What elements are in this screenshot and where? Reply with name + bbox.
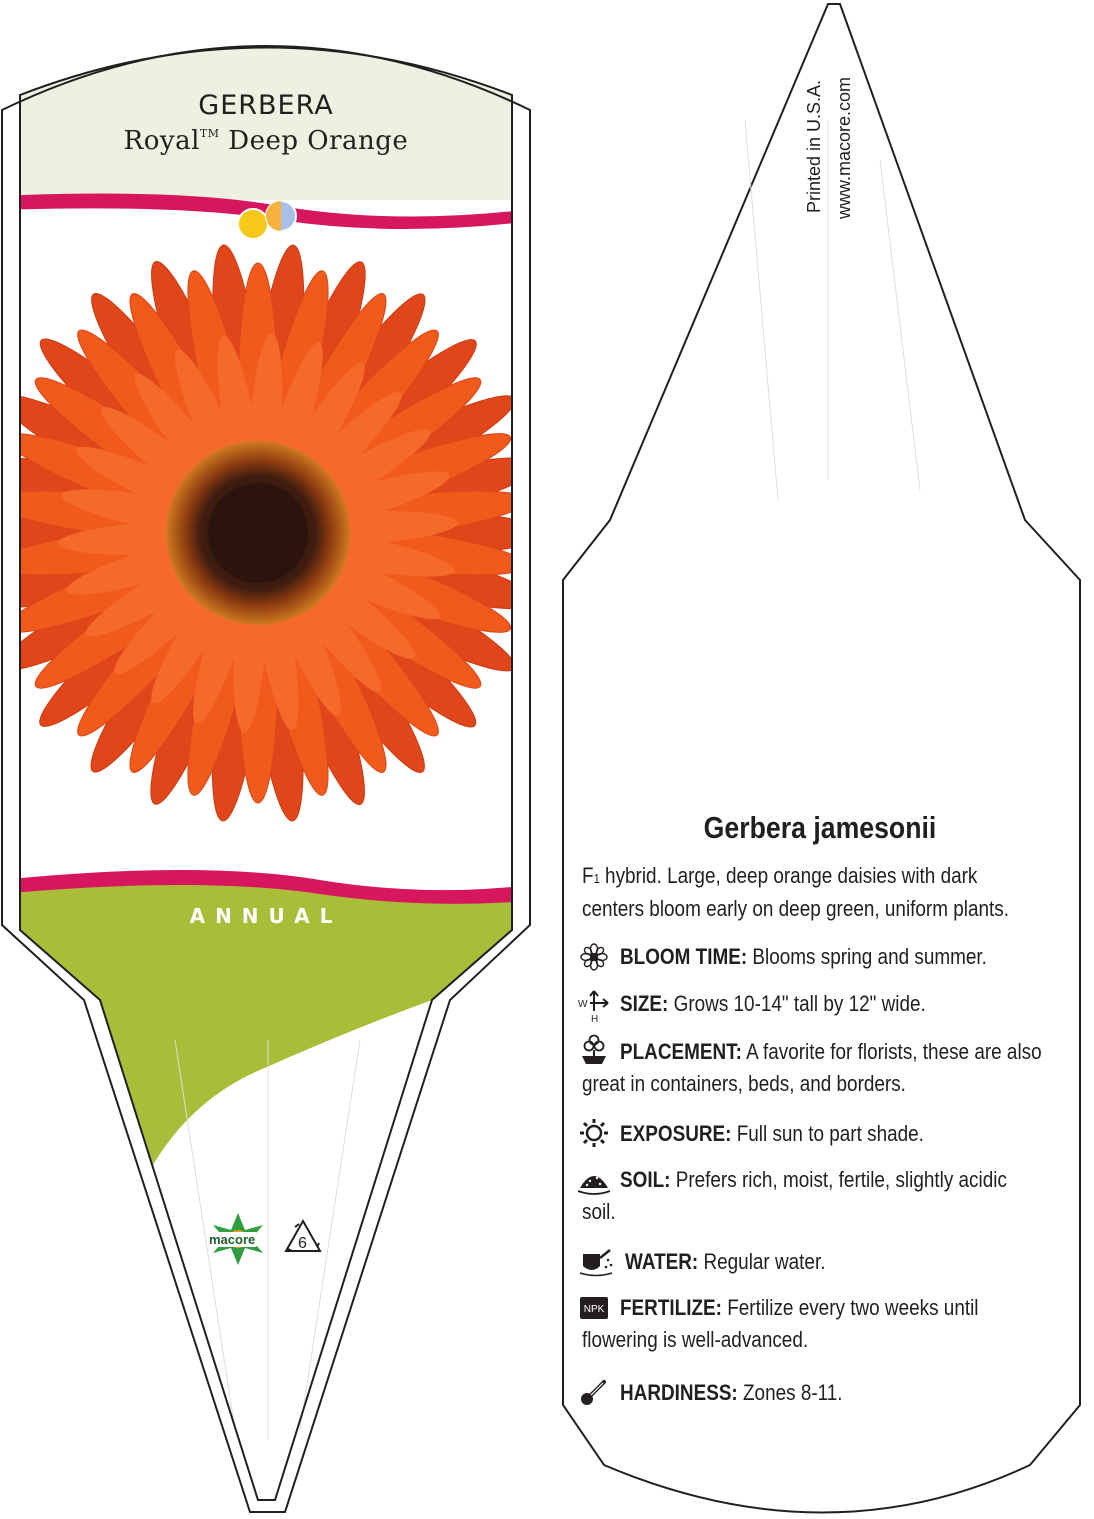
- care-label: HARDINESS:: [620, 1380, 738, 1405]
- care-value: Zones 8-11.: [737, 1380, 843, 1405]
- flower-disc: [208, 483, 308, 583]
- care-value: Regular water.: [698, 1249, 826, 1274]
- website-text: www.macore.com: [834, 76, 854, 219]
- care-item-soil-cont: soil.: [582, 1199, 616, 1224]
- care-item-fertilize: [620, 1292, 979, 1323]
- care-item-water: [625, 1246, 825, 1277]
- species-name: Gerbera jamesonii: [703, 810, 937, 845]
- gerbera-flower-photo: [0, 242, 548, 823]
- soil-icon: [578, 1176, 610, 1194]
- care-label: FERTILIZE:: [620, 1295, 722, 1320]
- care-value: Fertilize every two weeks until: [721, 1295, 979, 1320]
- brand-wordmark: macore: [209, 1232, 256, 1247]
- printed-in-text: Printed in U.S.A.: [804, 79, 824, 213]
- fertilize-icon: [580, 1297, 608, 1319]
- green-annual-panel: [0, 885, 540, 1200]
- svg-text:H: H: [591, 1014, 599, 1025]
- size-icon: [578, 991, 608, 1025]
- trademark-symbol: TM: [199, 127, 220, 140]
- variety-suffix: Deep Orange: [228, 126, 409, 156]
- yellow-color-dot: [238, 209, 268, 239]
- svg-text:NPK: NPK: [583, 1304, 605, 1315]
- front-tag: [0, 0, 548, 1512]
- care-value: Prefers rich, moist, fertile, slightly acidic: [670, 1167, 1007, 1192]
- care-label: EXPOSURE:: [620, 1121, 732, 1146]
- description-line-2: centers bloom early on deep green, uniform plants.: [582, 896, 1010, 921]
- care-label: WATER:: [625, 1249, 699, 1274]
- plant-genus-title: GERBERA: [198, 90, 334, 121]
- water-icon: [580, 1250, 612, 1276]
- recycle-code: 6: [298, 1235, 307, 1252]
- care-value: Blooms spring and summer.: [747, 944, 987, 969]
- care-item-soil: [620, 1164, 1007, 1195]
- care-label: SIZE:: [620, 991, 669, 1016]
- variety-prefix: Royal: [123, 126, 200, 156]
- care-item-exposure: [620, 1118, 924, 1149]
- care-value: Full sun to part shade.: [731, 1121, 924, 1146]
- care-item-fertilize-cont: flowering is well-advanced.: [582, 1327, 809, 1352]
- care-item-bloom-time: [620, 941, 987, 972]
- exposure-icon: [580, 1119, 608, 1147]
- bloom-time-icon: [581, 944, 607, 970]
- care-item-hardiness: [620, 1377, 843, 1408]
- care-value: Grows 10-14" tall by 12" wide.: [668, 991, 926, 1016]
- variety-name: [20, 126, 512, 156]
- care-value: A favorite for florists, these are also: [741, 1039, 1042, 1064]
- care-item-size: [620, 988, 926, 1019]
- care-label: PLACEMENT:: [620, 1039, 742, 1064]
- back-tag-outline: [563, 4, 1080, 1513]
- care-item-placement-cont: great in containers, beds, and borders.: [582, 1071, 906, 1096]
- care-item-placement: [620, 1036, 1042, 1067]
- back-tag: [563, 4, 1080, 1513]
- care-label: BLOOM TIME:: [620, 944, 748, 969]
- category-label: ANNUAL: [189, 904, 343, 928]
- svg-text:W: W: [578, 999, 588, 1010]
- care-label: SOIL:: [620, 1167, 671, 1192]
- placement-icon: [582, 1036, 606, 1065]
- description-line-1: F1 hybrid. Large, deep orange daisies with dark: [582, 863, 978, 888]
- hardiness-icon: [581, 1382, 604, 1405]
